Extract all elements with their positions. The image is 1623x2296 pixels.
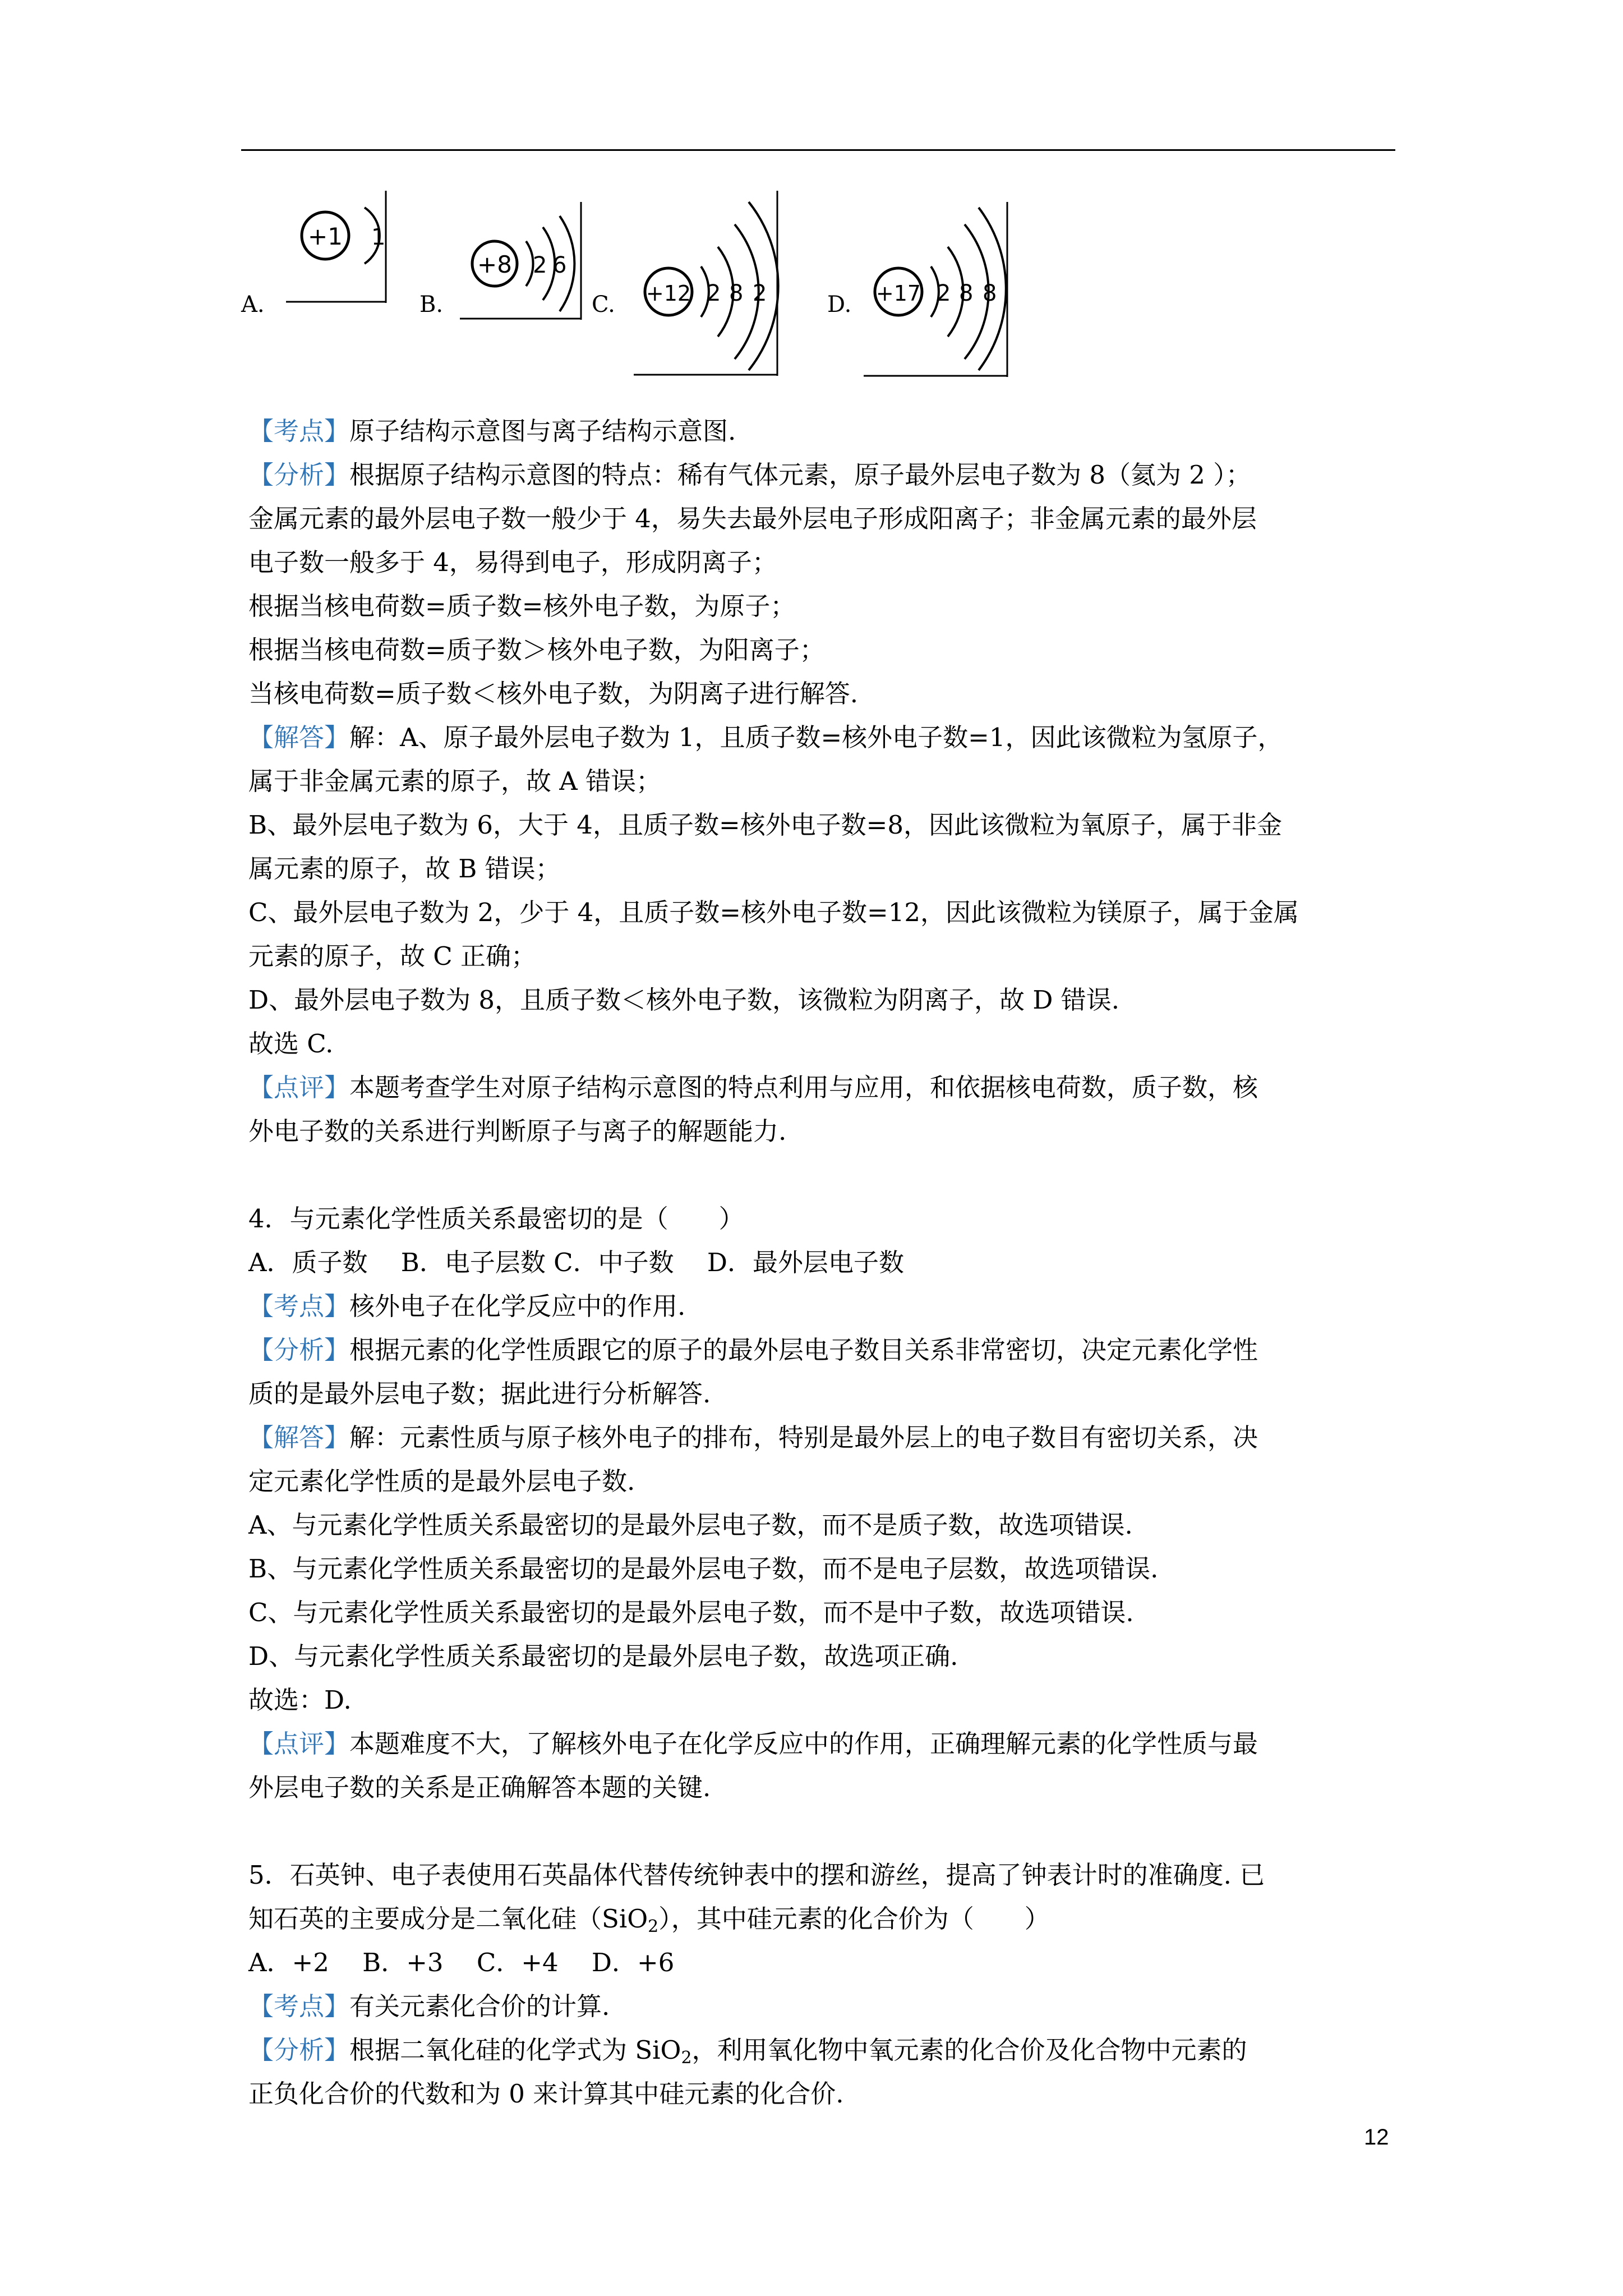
q3-fenxi-text: 根据原子结构示意图的特点：稀有气体元素，原子最外层电子数为 8（氦为 2 ）； — [349, 460, 1251, 490]
q4-jieda-line: D、与元素化学性质关系最密切的是最外层电子数，故选项正确. — [248, 1641, 958, 1671]
q5-fenxi-line — [248, 2028, 1398, 2072]
q3-jieda-line: 元素的原子，故 C 正确； — [248, 941, 537, 971]
q4-jieda-line: 定元素化学性质的是最外层电子数. — [248, 1466, 635, 1496]
shell-label-a1: 1 — [371, 224, 386, 250]
nucleus-label-d: +17 — [875, 281, 921, 306]
option-d-label: D. — [827, 292, 852, 318]
page-content — [248, 409, 1398, 2116]
q5-kaodian-text: 有关元素化合价的计算. — [349, 1991, 610, 2021]
q4-jieda-line: B、与元素化学性质关系最密切的是最外层电子数，而不是电子层数，故选项错误. — [248, 1554, 1159, 1584]
q3-jieda-line — [248, 716, 1398, 760]
atom-diagram-d — [864, 202, 1009, 387]
q4-options: A．质子数 B．电子层数 C．中子数 D．最外层电子数 — [248, 1248, 904, 1277]
q5-fenxi-text: ，利用氧化物中氧元素的化合价及化合物中元素的 — [691, 2035, 1247, 2065]
q5-fenxi-text: 根据二氧化硅的化学式为 SiO — [349, 2035, 681, 2065]
subscript: 2 — [648, 1917, 659, 1936]
shell-label-b1: 2 — [533, 252, 547, 278]
q3-fenxi-line: 当核电荷数=质子数＜核外电子数，为阴离子进行解答. — [248, 679, 859, 708]
q3-jieda-line: D、最外层电子数为 8，且质子数＜核外电子数，该微粒为阴离子，故 D 错误. — [248, 985, 1120, 1015]
q4-jieda-text: 解：元素性质与原子核外电子的排布，特别是最外层上的电子数目有密切关系，决 — [349, 1423, 1258, 1452]
atom-diagram-options — [241, 191, 1026, 393]
tag-fenxi: 【分析】 — [248, 460, 350, 490]
q4-jieda-line: A、与元素化学性质关系最密切的是最外层电子数，而不是质子数，故选项错误. — [248, 1510, 1133, 1540]
tag-fenxi: 【分析】 — [248, 1335, 350, 1365]
q4-jieda-line: C、与元素化学性质关系最密切的是最外层电子数，而不是中子数，故选项错误. — [248, 1598, 1134, 1627]
q3-jieda-line: B、最外层电子数为 6，大于 4，且质子数=核外电子数=8，因此该微粒为氧原子，属于非金 — [248, 810, 1282, 840]
q4-kaodian-text: 核外电子在化学反应中的作用. — [349, 1291, 686, 1321]
atom-diagram-a — [286, 191, 387, 303]
q4-dianping-text: 本题难度不大，了解核外电子在化学反应中的作用，正确理解元素的化学性质与最 — [349, 1729, 1258, 1759]
nucleus-label-a: +1 — [308, 223, 343, 250]
q3-dianping-line: 外电子数的关系进行判断原子与离子的解题能力. — [248, 1116, 787, 1146]
q4-fenxi-line — [248, 1328, 1398, 1372]
spacer — [248, 1810, 1398, 1853]
q5-options: A．+2 B．+3 C．+4 D．+6 — [248, 1948, 675, 1977]
shell-label-d2: 8 — [959, 280, 974, 306]
q5-stem-text: ），其中硅元素的化合价为（ ） — [658, 1904, 1050, 1934]
tag-kaodian: 【考点】 — [248, 1991, 350, 2021]
q3-jieda-line: 故选 C. — [248, 1029, 334, 1059]
q5-stem-text: 知石英的主要成分是二氧化硅（SiO — [248, 1904, 648, 1934]
q4-jieda-line — [248, 1416, 1398, 1460]
shell-label-b2: 6 — [552, 252, 567, 278]
shell-label-d1: 2 — [937, 280, 951, 306]
q3-dianping-text: 本题考查学生对原子结构示意图的特点利用与应用，和依据核电荷数，质子数，核 — [349, 1073, 1258, 1102]
q3-fenxi-line: 根据当核电荷数=质子数＞核外电子数，为阳离子； — [248, 635, 825, 665]
q4-stem: 4．与元素化学性质关系最密切的是（ ） — [248, 1204, 744, 1234]
q4-dianping-line: 外层电子数的关系是正确解答本题的关键. — [248, 1773, 711, 1802]
spacer — [248, 1153, 1398, 1197]
q3-fenxi-line: 金属元素的最外层电子数一般少于 4，易失去最外层电子形成阳离子；非金属元素的最外层 — [248, 504, 1257, 533]
option-b-label: B. — [419, 292, 444, 318]
q4-dianping-line — [248, 1722, 1398, 1766]
q5-stem-line — [248, 1897, 1398, 1941]
shell-label-c1: 2 — [707, 280, 721, 306]
shell-label-d3: 8 — [983, 280, 997, 306]
q4-jieda-line: 故选：D. — [248, 1685, 352, 1715]
q3-jieda-text: 解：A、原子最外层电子数为 1，且质子数=核外电子数=1，因此该微粒为氢原子， — [349, 723, 1283, 752]
q3-jieda-line: 属元素的原子，故 B 错误； — [248, 854, 561, 884]
tag-kaodian: 【考点】 — [248, 416, 350, 446]
q3-kaodian — [248, 409, 1398, 453]
q4-kaodian — [248, 1285, 1398, 1328]
header-rule — [241, 149, 1395, 151]
tag-kaodian: 【考点】 — [248, 1291, 350, 1321]
option-c-label: C. — [592, 292, 615, 318]
q4-fenxi-text: 根据元素的化学性质跟它的原子的最外层电子数目关系非常密切，决定元素化学性 — [349, 1335, 1258, 1365]
q3-jieda-line: C、最外层电子数为 2，少于 4，且质子数=核外电子数=12，因此该微粒为镁原子，属于金属 — [248, 898, 1299, 927]
tag-fenxi: 【分析】 — [248, 2035, 350, 2065]
tag-jieda: 【解答】 — [248, 723, 350, 752]
tag-jieda: 【解答】 — [248, 1423, 350, 1452]
q3-jieda-line: 属于非金属元素的原子，故 A 错误； — [248, 766, 662, 796]
q5-stem-line: 5．石英钟、电子表使用石英晶体代替传统钟表中的摆和游丝，提高了钟表计时的准确度. 已 — [248, 1860, 1265, 1890]
tag-dianping: 【点评】 — [248, 1073, 350, 1102]
q3-kaodian-text: 原子结构示意图与离子结构示意图. — [349, 416, 736, 446]
q4-fenxi-line: 质的是最外层电子数；据此进行分析解答. — [248, 1379, 711, 1409]
atom-diagram-c — [634, 191, 780, 376]
nucleus-label-c: +12 — [645, 281, 691, 306]
nucleus-label-b: +8 — [477, 251, 512, 278]
tag-dianping: 【点评】 — [248, 1729, 350, 1759]
q3-fenxi-line: 根据当核电荷数=质子数=核外电子数，为原子； — [248, 591, 796, 621]
shell-label-c2: 8 — [729, 280, 744, 306]
q5-fenxi-line: 正负化合价的代数和为 0 来计算其中硅元素的化合价. — [248, 2079, 844, 2109]
q5-kaodian — [248, 1985, 1398, 2028]
q3-fenxi-line — [248, 453, 1398, 497]
subscript: 2 — [681, 2048, 692, 2068]
shell-label-c3: 2 — [753, 280, 767, 306]
atom-diagram-b — [460, 202, 583, 320]
q3-fenxi-line: 电子数一般多于 4，易得到电子，形成阴离子； — [248, 547, 777, 577]
q3-dianping-line — [248, 1066, 1398, 1110]
option-a-label: A. — [241, 292, 265, 318]
page-number: 12 — [1364, 2125, 1389, 2150]
